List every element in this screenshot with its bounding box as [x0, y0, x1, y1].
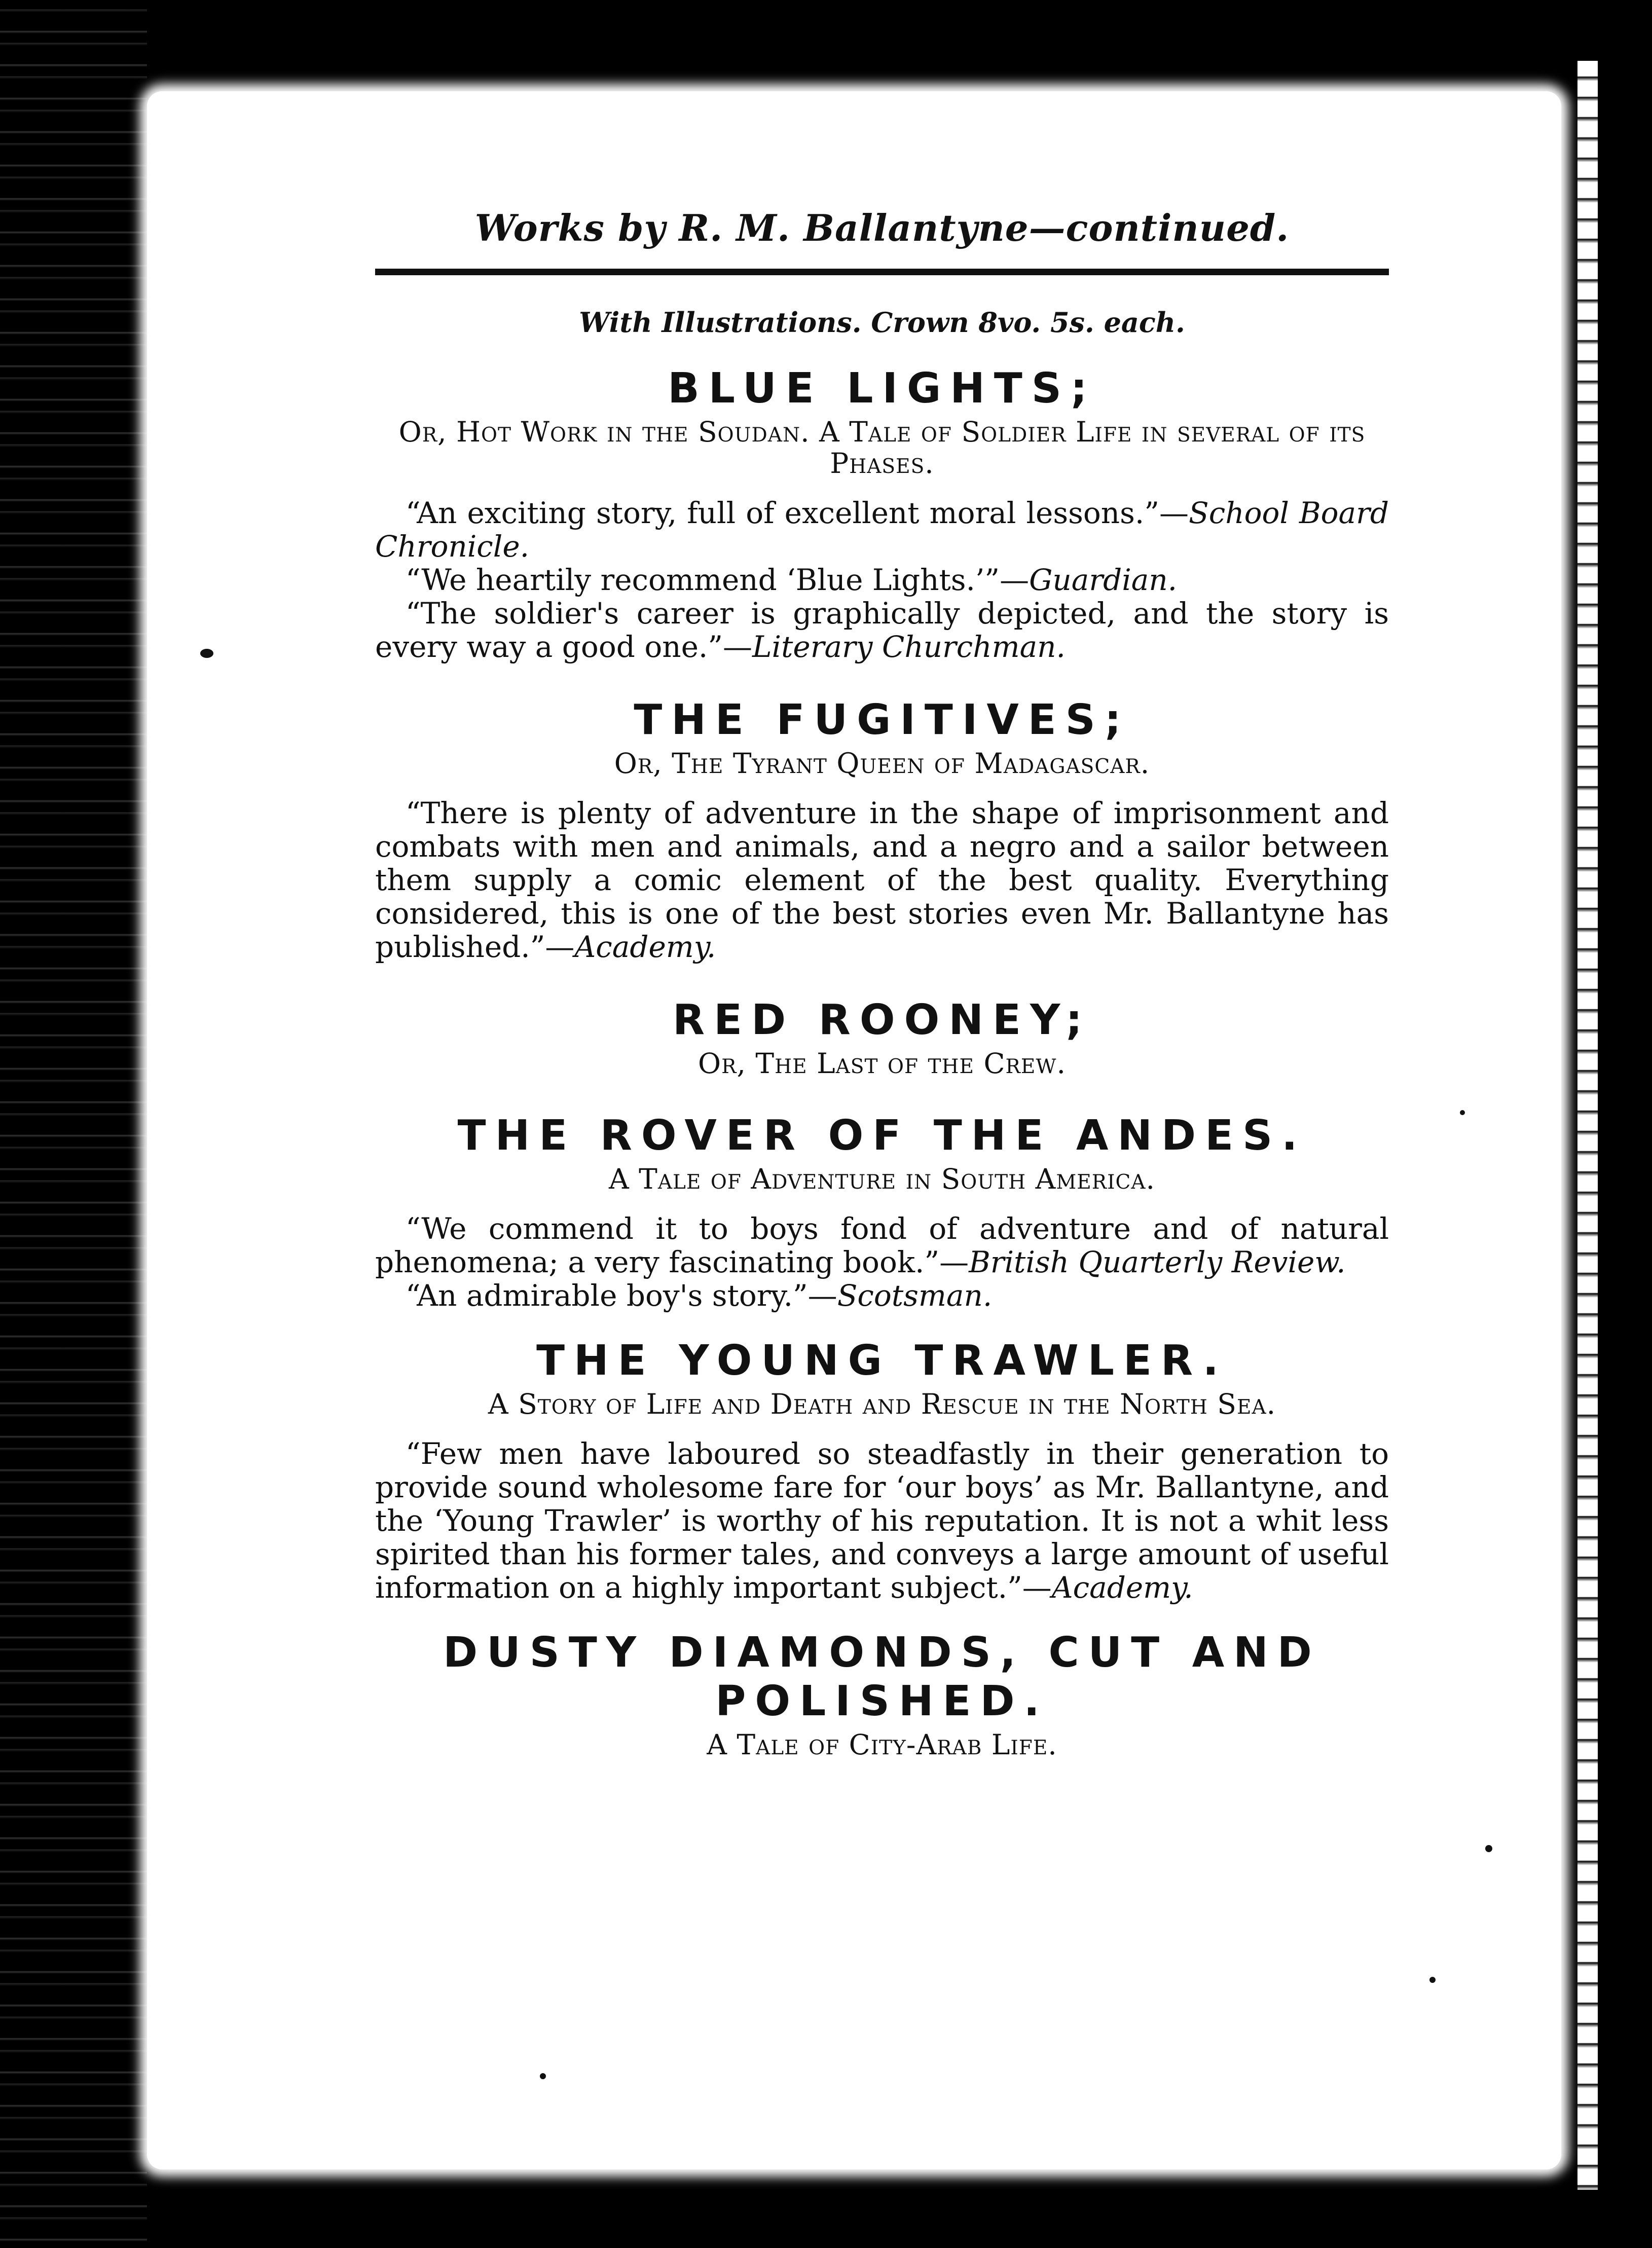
running-head: Works by R. M. Ballantyne—continued.: [474, 206, 1290, 249]
book-entry-blue-lights: [375, 364, 1389, 664]
quote-text: “An exciting story, full of excellent moral lessons.”—: [406, 496, 1189, 530]
quote-text: “An admirable boy's story.”—: [406, 1278, 837, 1313]
quote-source: British Quarterly Review.: [969, 1245, 1346, 1279]
scan-speckle: [540, 2073, 546, 2079]
quote-source: Academy.: [574, 930, 716, 964]
review-quote: [375, 563, 1389, 597]
book-entry-the-young-trawler: [375, 1337, 1389, 1604]
quote-source: Scotsman.: [837, 1278, 993, 1313]
header-rule: [375, 269, 1389, 275]
right-margin-rule: [1571, 0, 1577, 2248]
scan-speckle: [1485, 1845, 1492, 1852]
quote-source: Guardian.: [1029, 563, 1178, 597]
book-subtitle: Or, The Last of the Crew.: [698, 1047, 1066, 1080]
book-subtitle: A Tale of Adventure in South America.: [608, 1163, 1156, 1195]
quote-source: Academy.: [1051, 1570, 1193, 1605]
quote-source: Literary Churchman.: [752, 630, 1066, 664]
page-content: [375, 203, 1389, 1760]
quote-source: School Board Chronicle.: [375, 496, 1389, 564]
review-quote: [375, 796, 1389, 964]
book-title: BLUE LIGHTS;: [668, 364, 1096, 413]
quote-text: “We heartily recommend ‘Blue Lights.’”—: [406, 563, 1030, 597]
quote-text: “Few men have laboured so steadfastly in their generation to provide sound wholesome fare for ‘our boys’ as Mr. Ballantyne, and the ‘Young Trawler’ is worthy of his reputation. It is not a whit less spirited than his former tales, and conveys a large amount of useful information on a highly important subject.”—: [375, 1436, 1389, 1605]
book-title: RED ROONEY;: [672, 996, 1091, 1044]
scan-speckle: [1460, 1110, 1465, 1115]
format-line: With Illustrations. Crown 8vo. 5s. each.: [579, 306, 1185, 339]
book-subtitle: Or, The Tyrant Queen of Madagascar.: [614, 747, 1150, 780]
book-entry-dusty-diamonds: [375, 1629, 1389, 1760]
book-subtitle: Or, Hot Work in the Soudan. A Tale of Soldier Life in several of its Phases.: [398, 416, 1366, 480]
quote-text: “We commend it to boys fond of adventure and of natural phenomena; a very fascinating book.”—: [375, 1211, 1389, 1279]
scan-speckle: [1429, 1977, 1436, 1983]
book-title: THE FUGITIVES;: [634, 696, 1130, 744]
book-entry-the-fugitives: [375, 696, 1389, 964]
review-quote: [375, 1212, 1389, 1279]
review-quote: [375, 597, 1389, 664]
review-quote: [375, 1279, 1389, 1312]
quote-text: “The soldier's career is graphically depicted, and the story is every way a good one.”—: [375, 596, 1389, 664]
book-entry-red-rooney: [375, 996, 1389, 1079]
book-entry-rover-of-the-andes: [375, 1112, 1389, 1312]
book-spine-edge: [0, 0, 147, 2248]
book-subtitle: A Story of Life and Death and Rescue in the North Sea.: [488, 1388, 1276, 1420]
review-quote: [375, 496, 1389, 563]
book-title: THE YOUNG TRAWLER.: [536, 1337, 1228, 1385]
right-page-edge: [1577, 61, 1598, 2190]
book-title: DUSTY DIAMONDS, CUT AND POLISHED.: [443, 1629, 1321, 1725]
book-title: THE ROVER OF THE ANDES.: [457, 1112, 1307, 1160]
review-quote: [375, 1437, 1389, 1604]
quote-text: “There is plenty of adventure in the shape of imprisonment and combats with men and animals, and a negro and a sailor between them supply a comic element of the best quality. Everything considered, this is one of the best stories even Mr. Ballantyne has published.”—: [375, 796, 1389, 964]
scan-speckle: [200, 649, 213, 658]
book-subtitle: A Tale of City-Arab Life.: [707, 1728, 1057, 1761]
